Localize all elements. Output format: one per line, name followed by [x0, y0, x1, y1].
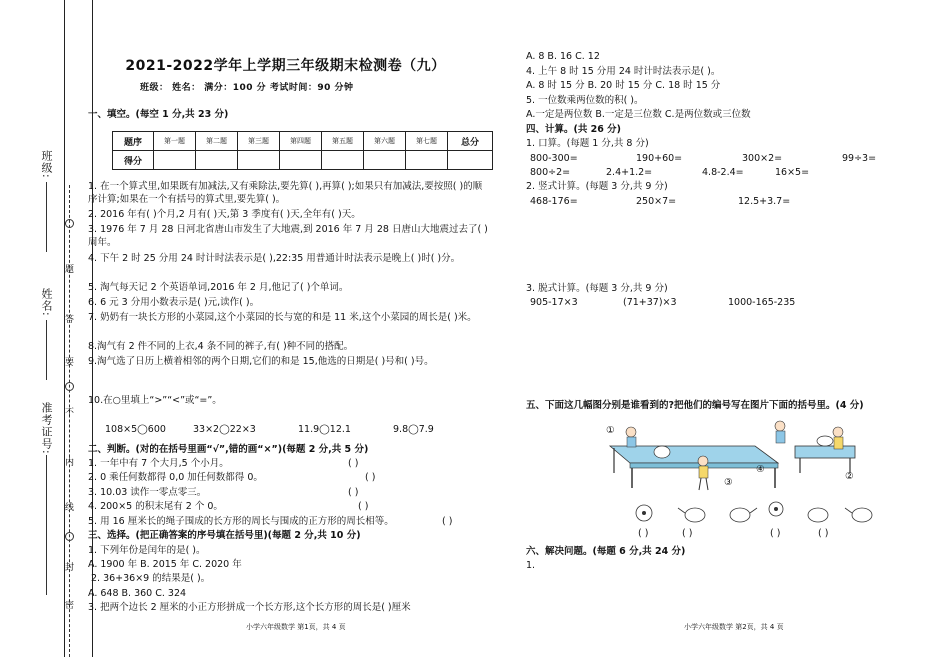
question-text: 1. 下列年份是闰年的是( )。 [88, 545, 206, 556]
answer-paren: ( ) [348, 487, 359, 498]
vertical-calc: 250×7= [636, 196, 677, 207]
question-text: 2. 竖式计算。(每题 3 分,共 9 分) [526, 181, 668, 192]
question-text: 4. 下午 2 时 25 分用 24 时计时法表示是( ),22:35 用普通计时法表示是晚上( )时( )分。 [88, 253, 461, 264]
question-text: 6. 6 元 3 分用小数表示是( )元,读作( )。 [88, 297, 260, 308]
table-scene [610, 427, 778, 490]
cut-char: 答 [65, 315, 75, 325]
score-cell[interactable] [406, 151, 448, 170]
question-text: 1. [526, 560, 536, 571]
oral-calc: 800-300= [530, 153, 578, 164]
options: A. 8 B. 16 C. 12 [526, 51, 600, 62]
section-heading: 五、下面这几幅图分别是谁看到的?把他们的编号写在图片下面的括号里。(4 分) [526, 400, 864, 411]
question-text: 3. 10.03 读作一零点零三。 [88, 487, 207, 498]
score-col-header: 第一题 [154, 132, 196, 151]
exam-title: 2021-2022学年上学期三年级期末检测卷（九） [125, 58, 446, 74]
score-cell[interactable] [196, 151, 238, 170]
figure-label: ③ [724, 477, 733, 488]
question-text: 1. 一年中有 7 个大月,5 个小月。 [88, 458, 229, 469]
question-text: 5. 用 16 厘米长的绳子围成的长方形的周长与围成的正方形的周长相等。 [88, 516, 394, 527]
score-table [112, 131, 493, 170]
score-col-header: 第六题 [364, 132, 406, 151]
answer-paren[interactable]: ( ) [638, 528, 649, 539]
exam-no-blank [46, 455, 48, 595]
oral-calc: 300×2= [742, 153, 783, 164]
binding-hole [65, 382, 74, 391]
section-heading: 六、解决问题。(每题 6 分,共 24 分) [526, 546, 686, 557]
options: A. 1900 年 B. 2015 年 C. 2020 年 [88, 559, 242, 570]
figure-label: ① [606, 425, 615, 436]
cut-char: 要 [65, 358, 75, 368]
oral-calc: 2.4+1.2= [606, 167, 653, 178]
question-text: 9.淘气选了日历上横着相邻的两个日期,它们的和是 15,他选的日期是( )号和( )号。 [88, 356, 434, 367]
binding-hole [65, 219, 74, 228]
section-heading: 二、判断。(对的在括号里画“√”,错的画“×”)(每题 2 分,共 5 分) [88, 444, 369, 455]
view-illustration [600, 418, 880, 543]
score-col-header: 第七题 [406, 132, 448, 151]
oral-calc: 99÷3= [842, 153, 877, 164]
score-cell[interactable] [238, 151, 280, 170]
options: A. 648 B. 360 C. 324 [88, 588, 187, 599]
oral-calc: 4.8-2.4= [702, 167, 744, 178]
question-text: 3. 把两个边长 2 厘米的小正方形拼成一个长方形,这个长方形的周长是( )厘米 [88, 602, 411, 613]
score-col-header: 第五题 [322, 132, 364, 151]
score-row-label: 得分 [113, 151, 154, 170]
options: A. 8 时 15 分 B. 20 时 15 分 C. 18 时 15 分 [526, 80, 721, 91]
name-blank [46, 320, 48, 380]
score-row-label: 题序 [113, 132, 154, 151]
side-scene [775, 421, 855, 473]
answer-paren: ( ) [348, 458, 359, 469]
compare-item: 11.9◯12.1 [298, 424, 351, 435]
step-calc: 905-17×3 [530, 297, 578, 308]
vertical-calc: 468-176= [530, 196, 578, 207]
score-cell[interactable] [154, 151, 196, 170]
vertical-calc: 12.5+3.7= [738, 196, 791, 207]
question-text: 5. 一位数乘两位数的积( )。 [526, 95, 644, 106]
oral-calc: 190+60= [636, 153, 683, 164]
class-blank [46, 182, 48, 252]
question-text: 2. 2016 年有( )个月,2 月有( )天,第 3 季度有( )天,全年有( )天。 [88, 209, 361, 220]
cut-char: 密 [65, 601, 75, 611]
score-col-header: 第三题 [238, 132, 280, 151]
step-calc: (71+37)×3 [623, 297, 677, 308]
section-heading: 一、填空。(每空 1 分,共 23 分) [88, 109, 229, 120]
question-text: 1. 口算。(每题 1 分,共 8 分) [526, 138, 649, 149]
oral-calc: 16×5= [775, 167, 810, 178]
question-text: 2. 36+36×9 的结果是( )。 [91, 573, 211, 584]
score-col-header: 第二题 [196, 132, 238, 151]
question-text: 8.淘气有 2 件不同的上衣,4 条不同的裤子,有( )种不同的搭配。 [88, 341, 354, 352]
question-text: 7. 奶奶有一块长方形的小菜园,这个小菜园的长与宽的和是 11 米,这个小菜园的周长是( )米。 [88, 312, 477, 323]
score-total-header: 总分 [448, 132, 493, 151]
class-label: 班级: [40, 150, 53, 179]
answer-paren: ( ) [442, 516, 453, 527]
question-text: 10.在○里填上“>”“<”或“=”。 [88, 395, 222, 406]
section-heading: 四、计算。(共 26 分) [526, 124, 622, 135]
score-cell[interactable] [448, 151, 493, 170]
step-calc: 1000-165-235 [728, 297, 796, 308]
cut-char: 内 [65, 458, 75, 468]
page-footer-left: 小学六年级数学 第1页，共 4 页 [246, 623, 346, 631]
answer-paren[interactable]: ( ) [682, 528, 693, 539]
binding-margin [0, 0, 92, 657]
cut-char: 线 [65, 503, 75, 513]
question-text: 3. 脱式计算。(每题 3 分,共 9 分) [526, 283, 668, 294]
question-text: 5. 淘气每天记 2 个英语单词,2016 年 2 月,他记了( )个单词。 [88, 282, 349, 293]
answer-paren[interactable]: ( ) [818, 528, 829, 539]
question-text: 4. 200×5 的积末尾有 2 个 0。 [88, 501, 223, 512]
answer-paren: ( ) [365, 472, 376, 483]
compare-item: 33×2◯22×3 [193, 424, 256, 435]
score-cell[interactable] [364, 151, 406, 170]
score-col-header: 第四题 [280, 132, 322, 151]
cut-char: 题 [65, 265, 75, 275]
page-footer-right: 小学六年级数学 第2页，共 4 页 [684, 623, 784, 631]
question-text: 2. 0 乘任何数都得 0,0 加任何数都得 0。 [88, 472, 263, 483]
exam-no-label: 准考证号: [40, 402, 53, 455]
question-text: 4. 上午 8 时 15 分用 24 时计时法表示是( )。 [526, 66, 721, 77]
oral-calc: 800÷2= [530, 167, 571, 178]
options: A.一定是两位数 B.一定是三位数 C.是两位数或三位数 [526, 109, 751, 120]
exam-info: 班级： 姓名： 满分：100 分 考试时间：90 分钟 [140, 83, 354, 93]
cut-char: 不 [65, 408, 75, 418]
answer-paren: ( ) [358, 501, 369, 512]
figure-label: ② [845, 471, 854, 482]
section-heading: 三、选择。(把正确答案的序号填在括号里)(每题 2 分,共 10 分) [88, 530, 361, 541]
name-label: 姓名: [40, 288, 53, 317]
figure-label: ④ [756, 464, 765, 475]
cut-line [69, 185, 70, 657]
score-cell[interactable] [322, 151, 364, 170]
kettle-views [636, 502, 872, 522]
binding-hole [65, 532, 74, 541]
compare-item: 9.8◯7.9 [393, 424, 434, 435]
binding-border [64, 0, 65, 657]
answer-paren[interactable]: ( ) [770, 528, 781, 539]
compare-item: 108×5◯600 [105, 424, 166, 435]
question-text: 3. 1976 年 7 月 28 日河北省唐山市发生了大地震,到 2016 年 7 月 28 日唐山大地震过去了( )周年。 [88, 224, 488, 248]
score-cell[interactable] [280, 151, 322, 170]
question-text: 1. 在一个算式里,如果既有加减法,又有乘除法,要先算( ),再算( );如果只有加减法,要按照( )的顺序计算;如果在一个有括号的算式里,要先算( )。 [88, 181, 483, 205]
cut-char: 封 [65, 563, 75, 573]
